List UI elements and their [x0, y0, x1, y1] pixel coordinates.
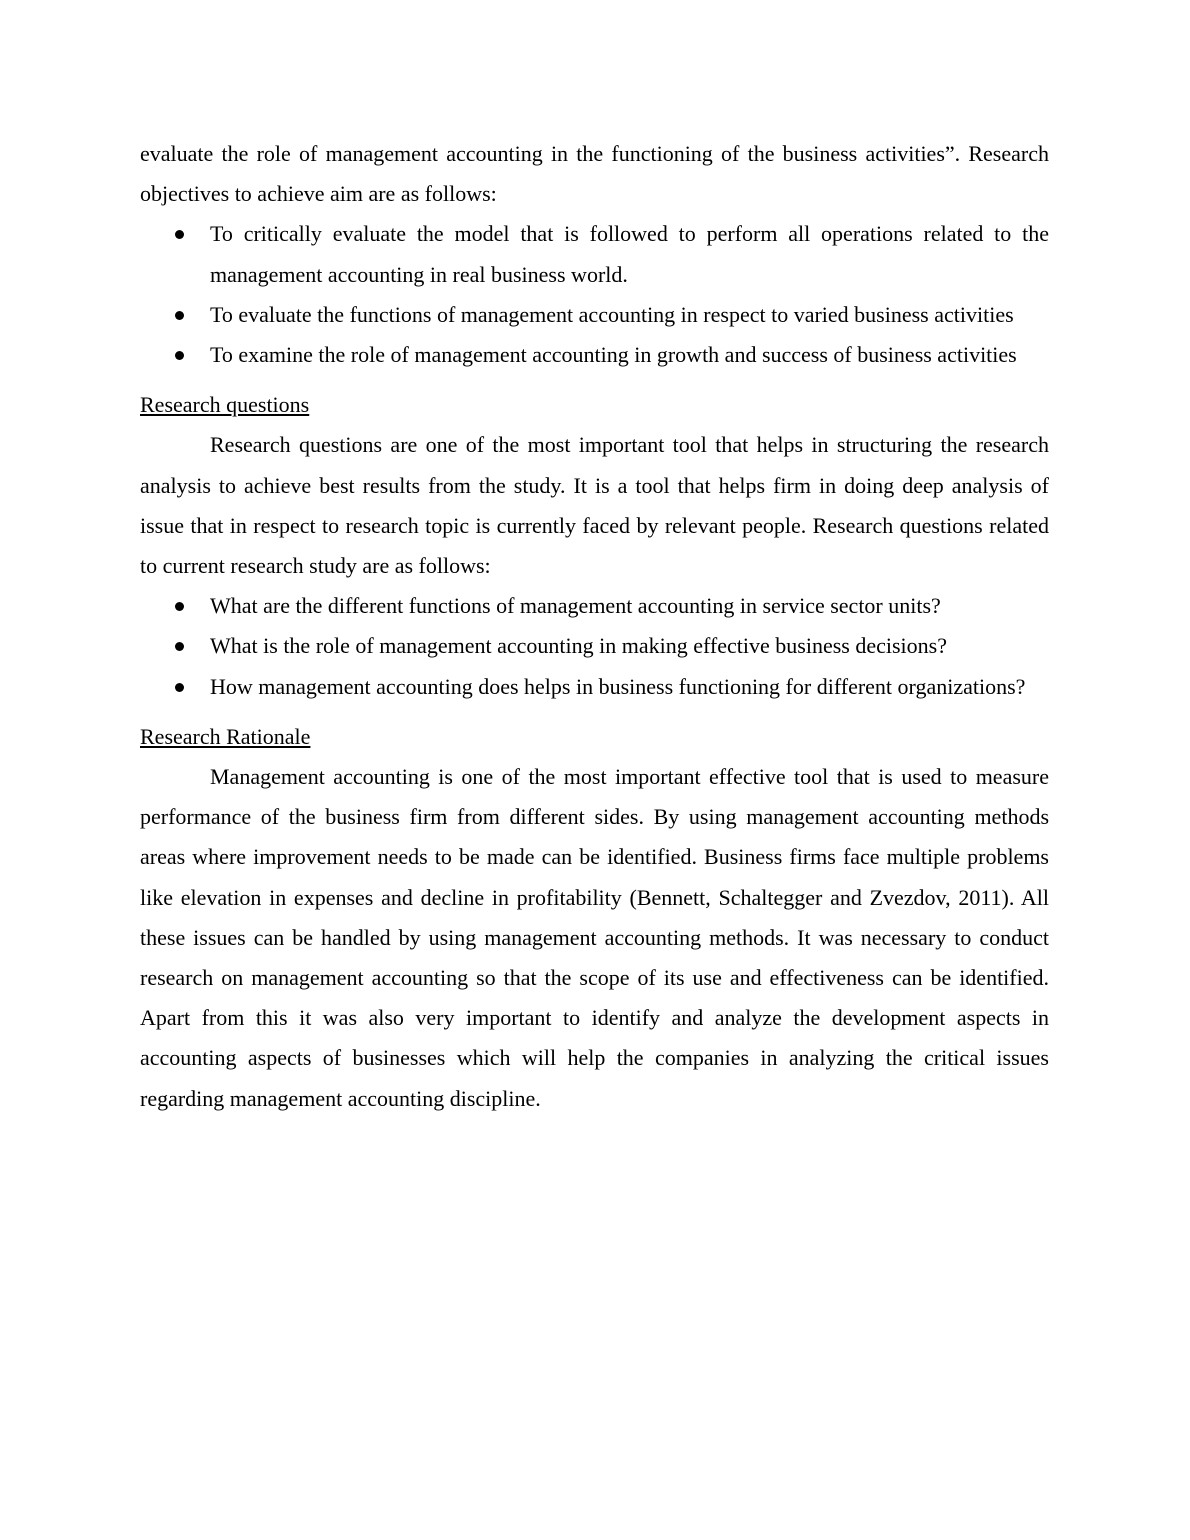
research-questions-list — [140, 586, 1049, 707]
bullet-icon — [175, 311, 184, 320]
bullet-icon — [175, 602, 184, 611]
bullet-icon — [175, 642, 184, 651]
list-item — [140, 586, 1049, 626]
list-item — [140, 335, 1049, 375]
bullet-icon — [175, 230, 184, 239]
objective-text: To evaluate the functions of management accounting in respect to varied business activities — [210, 301, 1014, 327]
research-rationale-paragraph: Management accounting is one of the most important effective tool that is used to measure performance of the business firm from different sides. By using management accounting methods areas where improvement needs to be made can be identified. Business firms face multiple problems like elevation in expenses and decline in profitability (Bennett, Schaltegger and Zvezdov, 2011). All these issues can be handled by using management accounting methods. It was necessary to conduct research on management accounting so that the scope of its use and effectiveness can be identified. Apart from this it was also very important to identify and analyze the development aspects in accounting aspects of businesses which will help the companies in analyzing the critical issues regarding management accounting discipline. — [140, 764, 1049, 1111]
list-item — [140, 667, 1049, 707]
intro-paragraph: evaluate the role of management accounting in the functioning of the business activities”. Research objectives to achieve aim are as follows: — [140, 141, 1049, 207]
objective-text: To critically evaluate the model that is followed to perform all operations related to the management accounting in real business world. — [210, 221, 1049, 287]
research-questions-paragraph: Research questions are one of the most important tool that helps in structuring the research analysis to achieve best results from the study. It is a tool that helps firm in doing deep analysis of issue that in respect to research topic is currently faced by relevant people. Research questions related to current research study are as follows: — [140, 432, 1049, 579]
list-item — [140, 295, 1049, 335]
bullet-icon — [175, 351, 184, 360]
research-rationale-heading: Research Rationale — [140, 723, 311, 749]
objective-text: To examine the role of management accounting in growth and success of business activities — [210, 342, 1017, 368]
question-text: What are the different functions of management accounting in service sector units? — [210, 593, 941, 619]
list-item — [140, 214, 1049, 294]
question-text: How management accounting does helps in business functioning for different organizations? — [210, 673, 1026, 699]
question-text: What is the role of management accounting in making effective business decisions? — [210, 633, 947, 659]
objectives-list — [140, 214, 1049, 375]
bullet-icon — [175, 683, 184, 692]
document-page — [140, 134, 1049, 1119]
research-questions-heading: Research questions — [140, 392, 310, 418]
list-item — [140, 626, 1049, 666]
